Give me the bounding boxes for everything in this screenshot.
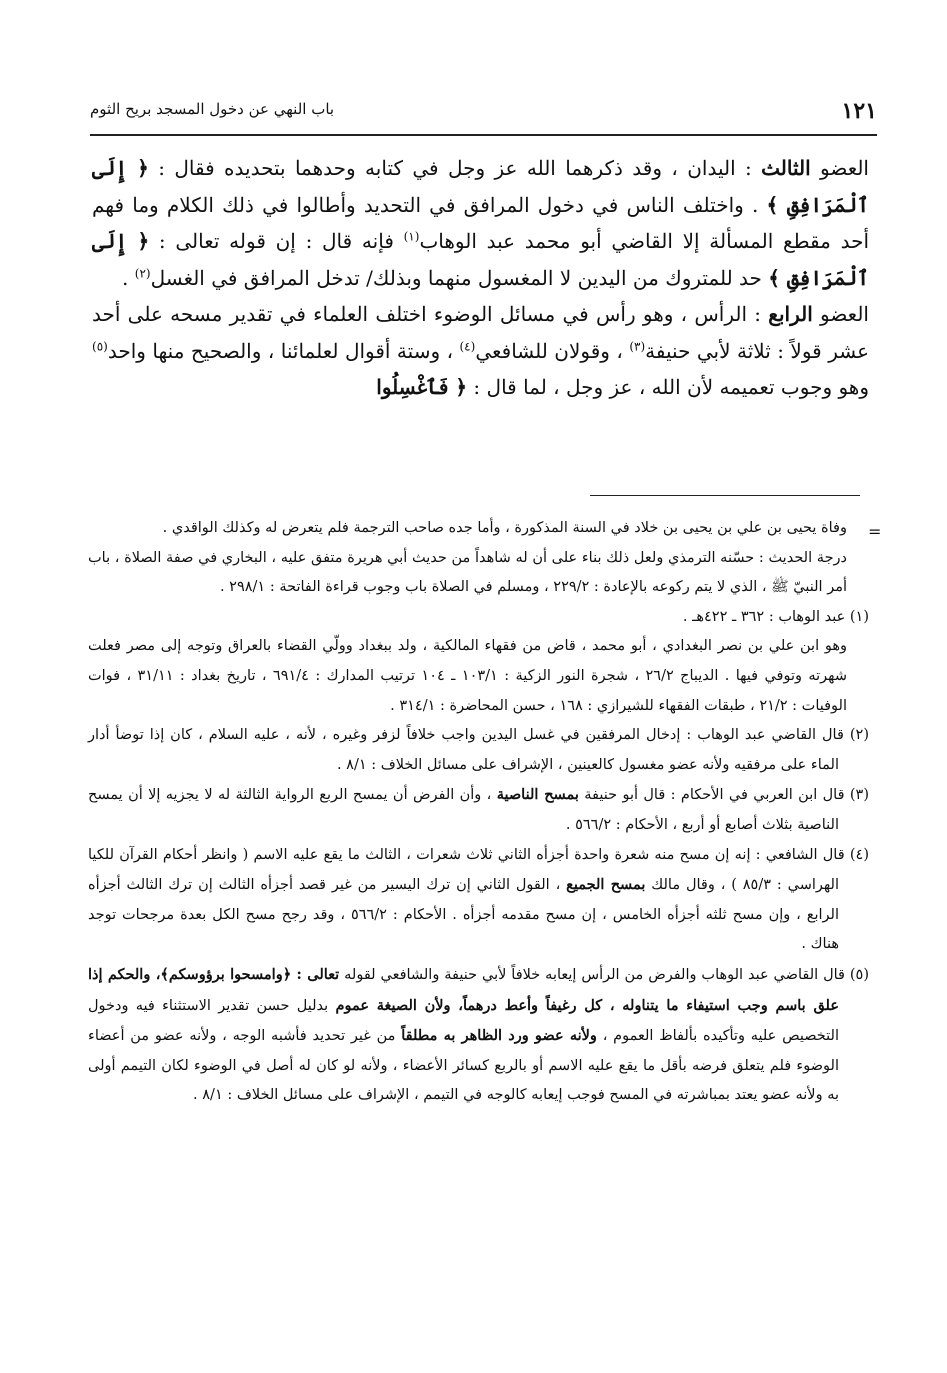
continued-mark: = <box>868 522 882 541</box>
footnote-text: قال القاضي عبد الوهاب : إدخال المرفقين في غسل اليدين واجب خلافاً لزفر وغيره ، لأنه ، عليه السلام ، كان إذا توضأ أدار الماء على مرفقيه ولأنه عضو مغسول كالعينين ، الإشراف على مسائل الخلاف : ٨/١ . <box>88 727 850 773</box>
footnote-text: ، وأن الفرض أن يمسح الربع الرواية الثالثة له لا يجزيه إلا أن يمسح الناصية بثلاث أصابع أو أربع ، الأحكام : ٥٦٦/٢ . <box>88 787 839 833</box>
text-run: فإنه قال : إن قوله تعالى : <box>149 229 404 253</box>
footnote-continuation: درجة الحديث : حسّنه الترمذي ولعل ذلك بناء على أن له شاهداً من حديث أبي هريرة متفق عليه ، البخاري في صفة الصلاة ، باب أمر النبيّ ﷺ ، الذي لا يتم ركوعه بالإعادة : ٢٢٩/٢ ، ومسلم في الصلاة باب وجوب قراءة الفاتحة : ٢٩٨/١ . <box>88 549 847 596</box>
text-run: : الرأس ، وهو رأس في مسائل الوضوء اختلف العلماء في تقدير مسحه على أحد عشر قولاً : ثلاثة لأبي حنيفة <box>92 302 870 363</box>
emphasis: بمسح الناصية <box>496 786 579 804</box>
footnote-5 <box>88 960 869 1111</box>
text-run: حد للمتروك من اليدين لا المغسول منهما وبذلك/ تدخل المرافق في الغسل <box>150 265 769 290</box>
text-run: ، وستة أقوال لعلمائنا ، والصحيح منها واحد <box>107 338 460 363</box>
footnote-text: قال ابن العربي في الأحكام : قال أبو حنيفة <box>578 787 850 804</box>
text-run: العضو <box>812 302 869 326</box>
main-text <box>92 150 869 406</box>
emphasis: تعالى : ﴿وامسحوا برؤوسكم﴾ <box>160 965 340 983</box>
footnote-1 <box>88 603 869 633</box>
quran-quote: ﴿ فَٱغْسِلُوا <box>376 375 468 399</box>
page-number: ١٢١ <box>841 98 877 124</box>
footnote-text: من غير تحديد فأشبه الوجه ، ولأنه عضو من أعضاء الوضوء فلم يتعلق فرضه بأقل ما يقع عليه الاسم أو بالربع كسائر الأعضاء ، ولأنه لو كان له أصل في الوضوء لكان التيمم أولى به ولأنه عضو يعتد بمباشرته في المسح فوجب إيعابه كالوجه في التيمم ، الإشراف على مسائل الخلاف : ٨/١ . <box>88 1028 839 1104</box>
footnote-1-body: وهو ابن علي بن نصر البغدادي ، أبو محمد ، قاض من فقهاء المالكية ، ولد ببغداد وولّي القضاء بالعراق وتوجه إلى مصر فعلت شهرته وتوفي فيها . الديباج ٢٦/٢ ، شجرة النور الزكية : ١٠٣/١ ـ ١٠٤ ترتيب المدارك : ٦٩١/٤ ، تاريخ بغداد : ٣١/١١ ، فوات الوفيات : ٢١/٢ ، طبقات الفقهاء للشيرازي : ١٦٨ ، حسن المحاضرة : ٣١٤/١ . <box>88 638 848 714</box>
quran-quote: ﴿ إِلَى ٱلْمَرَافِقِ ﴾ <box>92 229 869 290</box>
footnote-number: (٣) <box>849 787 869 804</box>
footnotes <box>88 514 869 1111</box>
footnote-text: قال القاضي عبد الوهاب والفرض من الرأس إيعابه خلافاً لأبي حنيفة والشافعي لقوله <box>339 966 850 983</box>
footnote-text: بدليل حسن تقدير الاستثناء فيه ودخول التخصيص عليه وتأكيده بألفاظ العموم ، <box>88 997 839 1045</box>
quran-quote: ﴿ إِلَى ٱلْمَرَافِقِ ﴾ <box>92 156 869 217</box>
footnote-ref[interactable]: (١) <box>403 229 420 244</box>
footnote-ref[interactable]: (٢) <box>134 265 151 280</box>
footnote-3 <box>88 780 869 840</box>
text-run: : اليدان ، وقد ذكرهما الله عز وجل في كتابه وحدهما بتحديده فقال : <box>148 156 762 180</box>
footnote-ref[interactable]: (٤) <box>459 338 476 353</box>
paragraph-third-limb <box>92 150 869 296</box>
text-run: العضو <box>810 156 869 180</box>
footnote-rule <box>590 495 860 496</box>
emphasis: الثالث <box>761 156 811 180</box>
footnote-4 <box>88 841 869 960</box>
footnote-number: (١) <box>849 608 869 625</box>
footnote-number: (٢) <box>849 727 869 744</box>
text-run: وهو وجوب تعميمه لأن الله ، عز وجل ، لما قال : <box>467 375 869 399</box>
footnote-ref[interactable]: (٥) <box>92 338 108 353</box>
footnote-text: قال الشافعي : إنه إن مسح منه شعرة واحدة أجزأه الثاني ثلاث شعرات ، الثالث ما يقع عليه الاسم ( وانظر أحكام القرآن للكيا الهراسي : ٨٥/٣ ) ، وقال مالك <box>88 846 850 894</box>
header-rule <box>90 134 877 136</box>
emphasis: ، والحكم إذا علق باسم وجب استيفاء ما يتناوله ، كل رغيفاً وأعط درهماً، ولأن الصيغة عموم <box>88 965 839 1014</box>
page-header <box>90 98 877 132</box>
emphasis: ولأنه عضو ورد الظاهر به مطلقاً <box>401 1027 597 1045</box>
footnote-number: (٥) <box>849 966 870 983</box>
footnote-2 <box>88 721 869 780</box>
footnote-text: عبد الوهاب : ٣٦٢ ـ ٤٢٢هـ . <box>682 608 850 625</box>
footnote-text: ، القول الثاني إن ترك اليسير من غير قصد أجزأه الثالث إن ترك الثالث أجزأه الرابع ، وإن مسح ثلثه أجزأه الخامس ، إن مسح مقدمه أجزأه . الأحكام : ٥٦٦/٢ ، وقد رجح مسح الكل بعدة مرجحات توجد هناك . <box>88 877 839 953</box>
footnote-ref[interactable]: (٣) <box>629 338 646 353</box>
paragraph-fourth-limb <box>92 296 869 406</box>
text-run: ، وقولان للشافعي <box>475 338 630 363</box>
text-run: . واختلف الناس في دخول المرافق في التحديد وأطالوا في ذلك الكلام وما فهم أحد مقطع المسألة إلا القاضي أبو محمد عبد الوهاب <box>92 192 869 253</box>
emphasis: بمسح الجميع <box>566 876 646 894</box>
emphasis: الرابع <box>768 302 813 326</box>
footnote-number: (٤) <box>849 846 869 863</box>
footnote-continuation: وفاة يحيى بن علي بن يحيى بن خلاد في السنة المذكورة ، وأما جده صاحب الترجمة فلم يتعرض له وكذلك الواقدي . <box>162 520 847 536</box>
running-title: باب النهي عن دخول المسجد بريح الثوم <box>90 100 335 118</box>
text-run: . <box>122 265 135 290</box>
